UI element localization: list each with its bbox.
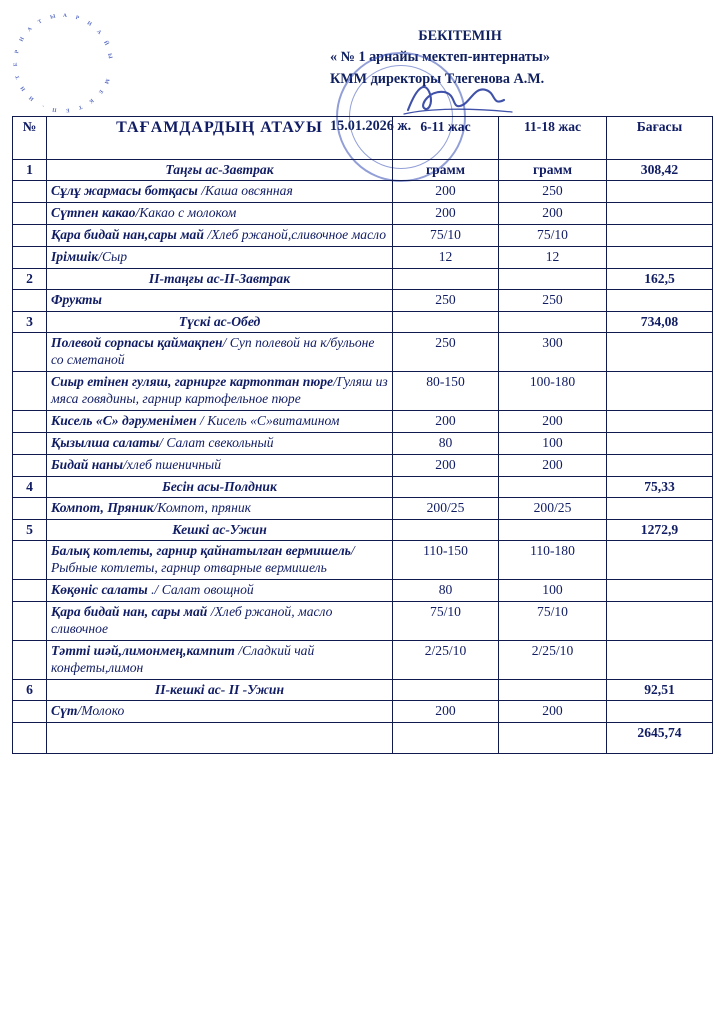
row-number [13, 497, 47, 519]
row-price [607, 289, 713, 311]
portion-6-11: 80 [393, 432, 499, 454]
portion-6-11: 200/25 [393, 497, 499, 519]
row-price [607, 371, 713, 410]
row-number [13, 640, 47, 679]
meal-section-row [13, 160, 713, 181]
organization-line: « № 1 арнайы мектеп-интернаты» [330, 49, 550, 66]
row-price [607, 497, 713, 519]
dish-row [13, 497, 713, 519]
meal-section-row [13, 679, 713, 700]
row-number [13, 332, 47, 371]
meal-name: ІІ-таңғы ас-ІІ-Завтрак [47, 268, 393, 289]
dish-row [13, 579, 713, 601]
row-number: 3 [13, 311, 47, 332]
meal-name: Кешкі ас-Ужин [47, 519, 393, 540]
dish-name: Көқөніс салаты ./ Салат овощной [47, 579, 393, 601]
stamp-text: А Р Н А Й Ы М Е К Т Е П - И Н Т Е Р Н А Т Ы [12, 13, 114, 114]
portion-6-11 [393, 268, 499, 289]
row-number [13, 454, 47, 476]
row-number: 2 [13, 268, 47, 289]
portion-6-11: 250 [393, 289, 499, 311]
dish-name: Тәтті шәй,лимонмең,кампит /Сладкий чай конфеты,лимон [47, 640, 393, 679]
total-price: 2645,74 [607, 722, 713, 753]
dish-row [13, 700, 713, 722]
meal-name: ІІ-кешкі ас- ІІ -Ужин [47, 679, 393, 700]
portion-6-11: 80 [393, 579, 499, 601]
row-number: 1 [13, 160, 47, 181]
dish-row [13, 640, 713, 679]
dish-name: Қара бидай нан, сары май /Хлеб ржаной, масло сливочное [47, 601, 393, 640]
portion-11-18: 75/10 [499, 224, 607, 246]
portion-11-18: 250 [499, 289, 607, 311]
row-price: 162,5 [607, 268, 713, 289]
dish-name: Сүт/Молоко [47, 700, 393, 722]
row-price: 92,51 [607, 679, 713, 700]
row-number [13, 579, 47, 601]
row-number [13, 601, 47, 640]
portion-6-11: 200 [393, 454, 499, 476]
row-price [607, 246, 713, 268]
dish-row [13, 454, 713, 476]
dish-name: Фрукты [47, 289, 393, 311]
row-number: 4 [13, 476, 47, 497]
table-body [13, 160, 713, 754]
dish-name: Сұлұ жармасы ботқасы /Каша овсянная [47, 181, 393, 203]
dish-name: Бидай наны/хлеб пшеничный [47, 454, 393, 476]
portion-6-11: 75/10 [393, 224, 499, 246]
portion-6-11: 200 [393, 700, 499, 722]
row-price: 1272,9 [607, 519, 713, 540]
row-price [607, 601, 713, 640]
dish-row [13, 289, 713, 311]
row-number [13, 202, 47, 224]
row-price [607, 640, 713, 679]
col-header-num: № [13, 117, 47, 160]
col-header-price: Бағасы [607, 117, 713, 160]
row-number: 6 [13, 679, 47, 700]
portion-11-18: 100 [499, 579, 607, 601]
dish-name: Полевой сорпасы қаймақпен/ Суп полевой на к/бульоне со сметаной [47, 332, 393, 371]
total-empty-cell [393, 722, 499, 753]
meal-section-row [13, 268, 713, 289]
dish-row [13, 246, 713, 268]
portion-6-11: 200 [393, 181, 499, 203]
portion-6-11: 200 [393, 202, 499, 224]
row-number [13, 289, 47, 311]
row-price [607, 432, 713, 454]
row-price [607, 454, 713, 476]
dish-row [13, 601, 713, 640]
portion-6-11: 75/10 [393, 601, 499, 640]
dish-name: Балық котлеты, гарнир қайнатылған вермишель/ Рыбные котлеты, гарнир отварные вермишель [47, 540, 393, 579]
portion-11-18: 12 [499, 246, 607, 268]
dish-row [13, 432, 713, 454]
menu-table [12, 116, 713, 754]
approval-date: 15.01.2026 ж. [330, 117, 412, 134]
row-number [13, 410, 47, 432]
portion-11-18 [499, 476, 607, 497]
row-price [607, 700, 713, 722]
dish-name: Ірімшік/Сыр [47, 246, 393, 268]
portion-6-11 [393, 679, 499, 700]
row-price: 75,33 [607, 476, 713, 497]
director-line: КММ директоры Тлегенова А.М. [330, 70, 545, 87]
portion-6-11 [393, 311, 499, 332]
row-price [607, 540, 713, 579]
portion-6-11 [393, 476, 499, 497]
dish-name: Сиыр етінен гуляш, гарнирге картоптан пюре/Гуляш из мяса говядины, гарнир картофельное пюре [47, 371, 393, 410]
total-empty-cell [13, 722, 47, 753]
portion-11-18: 200 [499, 410, 607, 432]
portion-6-11: 80-150 [393, 371, 499, 410]
row-number [13, 371, 47, 410]
total-empty-cell [499, 722, 607, 753]
total-row [13, 722, 713, 753]
dish-row [13, 224, 713, 246]
portion-6-11: 200 [393, 410, 499, 432]
row-price [607, 202, 713, 224]
portion-11-18 [499, 268, 607, 289]
row-number [13, 432, 47, 454]
portion-6-11: 2/25/10 [393, 640, 499, 679]
portion-11-18 [499, 311, 607, 332]
meal-name: Таңғы ас-Завтрак [47, 160, 393, 181]
total-empty-cell [47, 722, 393, 753]
col-header-name: ТАҒАМДАРДЫҢ АТАУЫ [47, 117, 393, 160]
row-price [607, 224, 713, 246]
col-header-age-6-11: 6-11 жас [393, 117, 499, 160]
row-price [607, 332, 713, 371]
meal-section-row [13, 519, 713, 540]
row-number [13, 181, 47, 203]
row-number [13, 246, 47, 268]
portion-6-11: 250 [393, 332, 499, 371]
portion-11-18: 300 [499, 332, 607, 371]
dish-name: Қара бидай нан,сары май /Хлеб ржаной,сливочное масло [47, 224, 393, 246]
portion-11-18: 75/10 [499, 601, 607, 640]
dish-name: Кисель «С» дәруменімен / Кисель «С»витамином [47, 410, 393, 432]
row-price: 308,42 [607, 160, 713, 181]
approval-label: БЕКІТЕМІН [418, 28, 502, 44]
portion-11-18: 250 [499, 181, 607, 203]
row-number: 5 [13, 519, 47, 540]
portion-11-18: 200 [499, 454, 607, 476]
dish-name: Қызылша салаты/ Салат свекольный [47, 432, 393, 454]
portion-11-18: 200 [499, 700, 607, 722]
portion-11-18: 200/25 [499, 497, 607, 519]
col-header-age-11-18: 11-18 жас [499, 117, 607, 160]
row-number [13, 224, 47, 246]
portion-11-18 [499, 679, 607, 700]
meal-name: Түскі ас-Обед [47, 311, 393, 332]
table-header-row [13, 117, 713, 160]
row-number [13, 700, 47, 722]
portion-6-11 [393, 519, 499, 540]
dish-row [13, 540, 713, 579]
meal-name: Бесін асы-Полдник [47, 476, 393, 497]
dish-row [13, 181, 713, 203]
row-price [607, 579, 713, 601]
meal-section-row [13, 311, 713, 332]
portion-11-18: 200 [499, 202, 607, 224]
portion-11-18: 100 [499, 432, 607, 454]
dish-name: Сүтпен какао/Какао с молоком [47, 202, 393, 224]
portion-6-11: 110-150 [393, 540, 499, 579]
portion-11-18 [499, 519, 607, 540]
portion-11-18: 100-180 [499, 371, 607, 410]
meal-section-row [13, 476, 713, 497]
portion-11-18: грамм [499, 160, 607, 181]
dish-row [13, 202, 713, 224]
row-number [13, 540, 47, 579]
portion-11-18: 110-180 [499, 540, 607, 579]
portion-11-18: 2/25/10 [499, 640, 607, 679]
dish-name: Компот, Пряник/Компот, пряник [47, 497, 393, 519]
dish-row [13, 371, 713, 410]
portion-6-11: 12 [393, 246, 499, 268]
dish-row [13, 410, 713, 432]
portion-6-11: грамм [393, 160, 499, 181]
row-price [607, 410, 713, 432]
row-price: 734,08 [607, 311, 713, 332]
dish-row [13, 332, 713, 371]
row-price [607, 181, 713, 203]
